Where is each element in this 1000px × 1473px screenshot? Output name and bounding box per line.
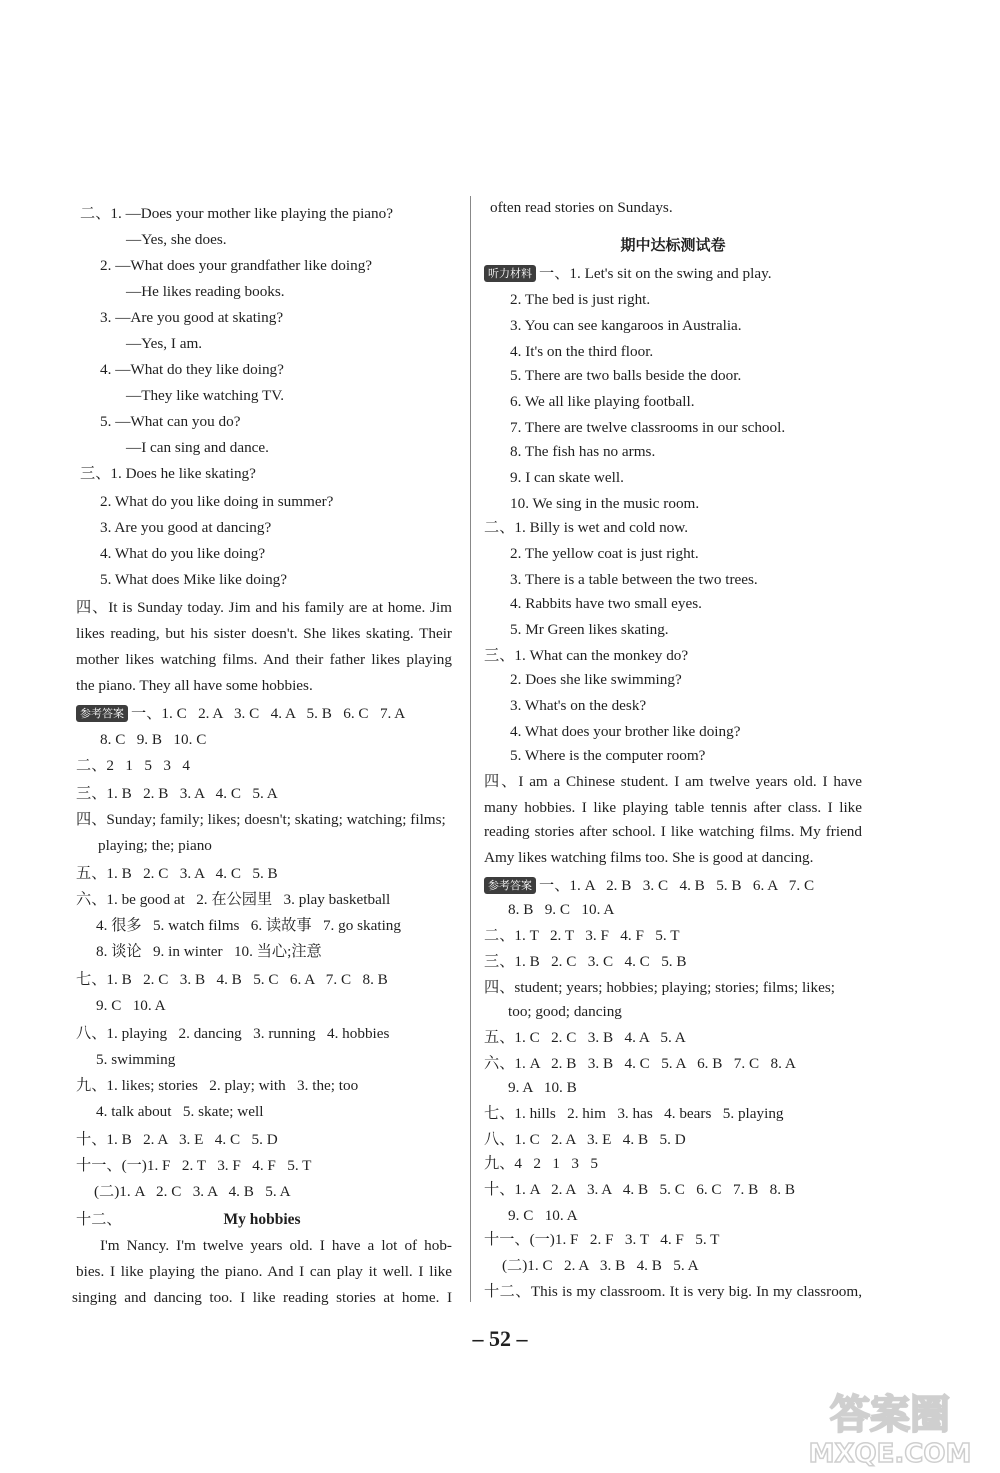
line-text: (二)1. C 2. A 3. B 4. B 5. A: [502, 1257, 699, 1274]
line-text: (二)1. A 2. C 3. A 4. B 5. A: [94, 1183, 291, 1200]
line-text: 3. —Are you good at skating?: [100, 309, 284, 326]
text-line: [96, 916, 401, 936]
text-line: [484, 876, 814, 896]
text-line: [510, 468, 624, 488]
text-line: [80, 464, 256, 484]
text-line: [510, 594, 702, 614]
section-tag: 听力材料: [484, 265, 536, 282]
text-line: [96, 942, 322, 962]
line-text: 六、1. be good at 2. 在公园里 3. play basketball: [76, 891, 391, 908]
text-line: [510, 696, 646, 716]
section-heading: 期中达标测试卷: [620, 238, 726, 254]
text-line: [126, 282, 285, 302]
line-text: —I can sing and dance.: [126, 439, 269, 456]
line-text: reading stories after school. I like watching films. My friend: [484, 823, 862, 840]
text-line: [100, 570, 287, 590]
text-line: [510, 570, 758, 590]
text-line: [484, 518, 688, 538]
line-text: 4. Rabbits have two small eyes.: [510, 595, 702, 612]
text-line: [510, 620, 669, 640]
line-text: 八、1. C 2. A 3. E 4. B 5. D: [484, 1131, 686, 1148]
text-line: [76, 1076, 358, 1096]
line-text: 2. What do you like doing in summer?: [100, 493, 334, 510]
line-text: mother likes watching films. And their father likes playing: [76, 651, 452, 668]
text-line: [510, 722, 740, 742]
line-text: 2. Does she like swimming?: [510, 671, 682, 688]
text-line: [126, 230, 227, 250]
text-line: [76, 970, 388, 990]
text-line: [510, 290, 650, 310]
text-line: [76, 676, 313, 696]
text-line: [76, 1262, 452, 1282]
text-line: [510, 746, 705, 766]
text-line: [484, 1028, 686, 1048]
text-line: [76, 650, 452, 670]
line-text: Amy likes watching films too. She is good at dancing.: [484, 849, 814, 866]
line-text: 四、It is Sunday today. Jim and his family are at home. Jim: [76, 599, 452, 616]
text-line: [100, 1236, 452, 1256]
line-text: 4. What do you like doing?: [100, 545, 266, 562]
line-text: 十一、(一)1. F 2. T 3. F 4. F 5. T: [76, 1157, 312, 1174]
text-line: [484, 926, 680, 946]
text-line: [100, 308, 283, 328]
text-line: [484, 1180, 795, 1200]
text-line: [508, 900, 614, 920]
line-text: 四、student; years; hobbies; playing; stories; films; likes;: [484, 979, 835, 996]
line-text: often read stories on Sundays.: [490, 199, 673, 216]
text-line: [76, 864, 278, 884]
line-text: likes reading, but his sister doesn't. She likes skating. Their: [76, 625, 452, 642]
section-tag: 参考答案: [484, 877, 536, 894]
watermark-line1: 答案圈: [830, 1392, 950, 1438]
line-text: 六、1. A 2. B 3. B 4. C 5. A 6. B 7. C 8. A: [484, 1055, 796, 1072]
line-text: I'm Nancy. I'm twelve years old. I have a lot of hob-: [100, 1237, 452, 1254]
line-text: 7. There are twelve classrooms in our school.: [510, 419, 786, 436]
line-text: 三、1. B 2. B 3. A 4. C 5. A: [76, 785, 278, 802]
text-line: [484, 848, 813, 868]
line-text: 3. What's on the desk?: [510, 697, 647, 714]
line-text: 五、1. B 2. C 3. A 4. C 5. B: [76, 865, 278, 882]
line-text: playing; the; piano: [98, 837, 212, 854]
line-text: 8. C 9. B 10. C: [100, 731, 207, 748]
line-text: —Yes, she does.: [126, 231, 227, 248]
line-text: 2. —What does your grandfather like doing?: [100, 257, 373, 274]
text-line: [126, 386, 284, 406]
line-text: 二、1. —Does your mother like playing the piano?: [80, 205, 393, 222]
text-line: [126, 334, 202, 354]
line-text: too; good; dancing: [508, 1003, 622, 1020]
text-line: [100, 492, 333, 512]
text-line: [508, 1078, 577, 1098]
line-text: 2. The bed is just right.: [510, 291, 651, 308]
text-line: [100, 544, 265, 564]
column-divider: [470, 196, 471, 1302]
line-text: 十、1. A 2. A 3. A 4. B 5. C 6. C 7. B 8. B: [484, 1181, 795, 1198]
line-text: 3. There is a table between the two trees.: [510, 571, 758, 588]
line-text: 二、1. Billy is wet and cold now.: [484, 519, 689, 536]
line-text: 一、1. C 2. A 3. C 4. A 5. B 6. C 7. A: [131, 705, 406, 722]
line-text: —Yes, I am.: [126, 335, 203, 352]
line-text: 9. A 10. B: [508, 1079, 577, 1096]
text-line: [484, 1282, 862, 1302]
line-text: 九、1. likes; stories 2. play; with 3. the; too: [76, 1077, 359, 1094]
text-line: [502, 1256, 699, 1276]
text-line: [98, 836, 212, 856]
line-text: 4. 很多 5. watch films 6. 读故事 7. go skating: [96, 917, 401, 934]
text-line: [76, 704, 405, 724]
line-text: 七、1. B 2. C 3. B 4. B 5. C 6. A 7. C 8. B: [76, 971, 388, 988]
line-text: 4. talk about 5. skate; well: [96, 1103, 264, 1120]
text-line: [508, 1002, 622, 1022]
text-line: [484, 1054, 796, 1074]
line-text: 5. —What can you do?: [100, 413, 241, 430]
text-line: [484, 1154, 598, 1174]
text-line: [100, 412, 240, 432]
line-text: 6. We all like playing football.: [510, 393, 695, 410]
section-heading: My hobbies: [223, 1211, 301, 1228]
line-text: 三、1. Does he like skating?: [80, 465, 256, 482]
line-text: the piano. They all have some hobbies.: [76, 677, 313, 694]
line-text: 二、1. T 2. T 3. F 4. F 5. T: [484, 927, 680, 944]
line-text: 二、2 1 5 3 4: [76, 757, 190, 774]
watermark-logo: [790, 1382, 990, 1468]
watermark-line2: MXQE.COM: [808, 1439, 972, 1468]
text-line: [510, 316, 742, 336]
text-line: [484, 1230, 719, 1250]
line-text: 十、1. B 2. A 3. E 4. C 5. D: [76, 1131, 278, 1148]
text-line: [484, 978, 835, 998]
line-text: 5. Where is the computer room?: [510, 747, 706, 764]
text-line: [508, 1206, 578, 1226]
text-line: [490, 198, 673, 218]
text-line: [510, 494, 699, 514]
line-text: singing and dancing too. I like reading stories at home. I: [72, 1289, 452, 1306]
text-line: [100, 256, 372, 276]
text-line: [484, 1130, 686, 1150]
text-line: [484, 822, 862, 842]
line-text: 八、1. playing 2. dancing 3. running 4. hobbies: [76, 1025, 390, 1042]
text-line: [76, 1024, 389, 1044]
line-text: 十二、: [76, 1211, 122, 1228]
text-line: [510, 366, 741, 386]
line-text: 4. It's on the third floor.: [510, 343, 654, 360]
text-line: [484, 798, 862, 818]
line-text: 5. Mr Green likes skating.: [510, 621, 669, 638]
line-text: 8. B 9. C 10. A: [508, 901, 615, 918]
line-text: 三、1. What can the monkey do?: [484, 647, 689, 664]
text-line: [100, 360, 284, 380]
line-text: 9. C 10. A: [508, 1207, 578, 1224]
line-text: 4. What does your brother like doing?: [510, 723, 741, 740]
text-line: [76, 624, 452, 644]
text-line: [510, 342, 653, 362]
line-text: 9. C 10. A: [96, 997, 166, 1014]
line-text: 5. There are two balls beside the door.: [510, 367, 742, 384]
line-text: 一、1. A 2. B 3. C 4. B 5. B 6. A 7. C: [539, 877, 815, 894]
text-line: [72, 1288, 452, 1308]
line-text: 5. swimming: [96, 1051, 176, 1068]
text-line: [96, 1050, 175, 1070]
line-text: 四、Sunday; family; likes; doesn't; skating; watching; films;: [76, 811, 446, 828]
line-text: 十二、This is my classroom. It is very big. In my classroom,: [484, 1283, 862, 1300]
text-line: [484, 1104, 784, 1124]
line-text: —He likes reading books.: [126, 283, 285, 300]
line-text: 4. —What do they like doing?: [100, 361, 284, 378]
text-line: [94, 1182, 291, 1202]
line-text: 四、I am a Chinese student. I am twelve years old. I have: [484, 773, 862, 790]
page-number: – 52 –: [472, 1326, 528, 1351]
text-line: [484, 646, 688, 666]
text-line: [484, 952, 687, 972]
line-text: 2. The yellow coat is just right.: [510, 545, 699, 562]
line-text: 8. 谈论 9. in winter 10. 当心;注意: [96, 943, 322, 960]
line-text: 三、1. B 2. C 3. C 4. C 5. B: [484, 953, 687, 970]
line-text: 一、1. Let's sit on the swing and play.: [539, 265, 772, 282]
text-line: [510, 392, 695, 412]
text-line: [484, 772, 862, 792]
text-line: [76, 756, 190, 776]
line-text: 3. You can see kangaroos in Australia.: [510, 317, 742, 334]
text-line: [76, 890, 390, 910]
text-line: [76, 1130, 278, 1150]
line-text: 3. Are you good at dancing?: [100, 519, 272, 536]
text-line: [126, 438, 269, 458]
text-line: [76, 784, 278, 804]
text-line: [100, 730, 206, 750]
line-text: bies. I like playing the piano. And I can play it well. I like: [76, 1263, 452, 1280]
line-text: 5. What does Mike like doing?: [100, 571, 287, 588]
text-line: [96, 1102, 263, 1122]
text-line: [484, 264, 772, 284]
line-text: 10. We sing in the music room.: [510, 495, 700, 512]
text-line: [510, 442, 655, 462]
text-line: [510, 418, 785, 438]
line-text: 8. The fish has no arms.: [510, 443, 656, 460]
text-line: [96, 996, 166, 1016]
line-text: 九、4 2 1 3 5: [484, 1155, 598, 1172]
text-line: [510, 544, 699, 564]
line-text: many hobbies. I like playing table tennis after class. I like: [484, 799, 862, 816]
text-line: [80, 204, 393, 224]
line-text: 9. I can skate well.: [510, 469, 624, 486]
line-text: —They like watching TV.: [126, 387, 285, 404]
text-line: [76, 598, 452, 618]
section-tag: 参考答案: [76, 705, 128, 722]
text-line: [510, 670, 682, 690]
line-text: 十一、(一)1. F 2. F 3. T 4. F 5. T: [484, 1231, 720, 1248]
line-text: 七、1. hills 2. him 3. has 4. bears 5. playing: [484, 1105, 784, 1122]
line-text: 五、1. C 2. C 3. B 4. A 5. A: [484, 1029, 686, 1046]
text-line: [76, 810, 446, 830]
text-line: [76, 1156, 311, 1176]
text-line: [100, 518, 271, 538]
